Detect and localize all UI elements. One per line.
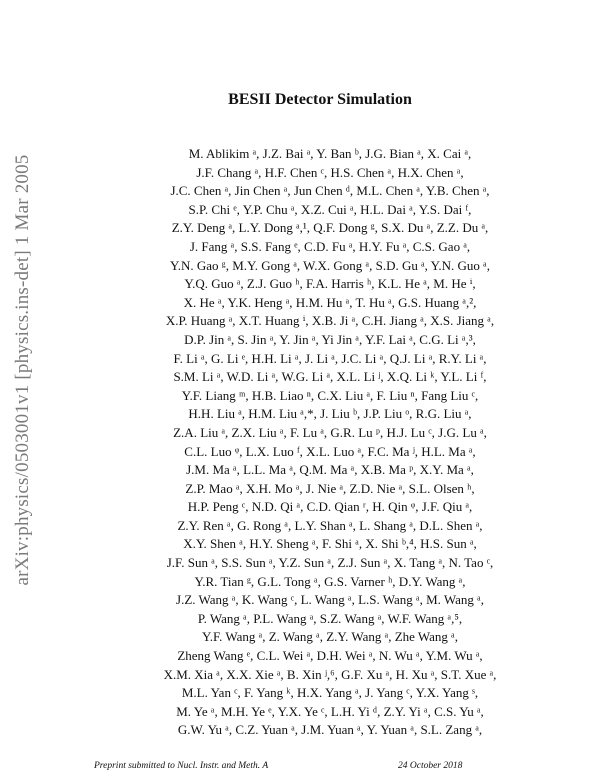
- author-line: Z.Y. Deng ᵃ, L.Y. Dong ᵃ,¹, Q.F. Dong ᵍ, S.X. Du ᵃ, Z.Z. Du ᵃ,: [171, 220, 489, 236]
- author-line: X.Y. Shen ᵃ, H.Y. Sheng ᵃ, F. Shi ᵃ, X. Shi ᵇ,⁴, H.S. Sun ᵃ,: [183, 536, 477, 552]
- author-line: Y.Q. Guo ᵃ, Z.J. Guo ʰ, F.A. Harris ʰ, K.L. He ᵃ, M. He ⁱ,: [184, 276, 476, 292]
- author-line: Y.R. Tian ᵍ, G.L. Tong ᵃ, G.S. Varner ʰ, D.Y. Wang ᵃ,: [194, 573, 466, 589]
- author-line: J.M. Ma ᵃ, L.L. Ma ᵃ, Q.M. Ma ᵃ, X.B. Ma ᵖ, X.Y. Ma ᵃ,: [186, 462, 474, 478]
- author-line: X.P. Huang ᵃ, X.T. Huang ⁱ, X.B. Ji ᵃ, C.H. Jiang ᵃ, X.S. Jiang ᵃ,: [165, 313, 495, 329]
- author-line: G.W. Yu ᵃ, C.Z. Yuan ᵃ, J.M. Yuan ᵃ, Y. Yuan ᵃ, S.L. Zang ᵃ,: [177, 722, 483, 738]
- author-line: J.C. Chen ᵃ, Jin Chen ᵃ, Jun Chen ᵈ, M.L. Chen ᵃ, Y.B. Chen ᵃ,: [170, 183, 490, 199]
- author-line: M. Ablikim ᵃ, J.Z. Bai ᵃ, Y. Ban ᵇ, J.G. Bian ᵃ, X. Cai ᵃ,: [188, 146, 472, 161]
- author-list: [100, 145, 560, 740]
- author-line: J.F. Sun ᵃ, S.S. Sun ᵃ, Y.Z. Sun ᵃ, Z.J. Sun ᵃ, X. Tang ᵃ, N. Tao ᶜ,: [166, 555, 494, 571]
- author-line: H.H. Liu ᵃ, H.M. Liu ᵃ,*, J. Liu ᵇ, J.P. Liu ᵒ, R.G. Liu ᵃ,: [188, 406, 472, 422]
- author-line: Y.N. Gao ᵍ, M.Y. Gong ᵃ, W.X. Gong ᵃ, S.D. Gu ᵃ, Y.N. Guo ᵃ,: [170, 257, 490, 273]
- author-line: S.M. Li ᵃ, W.D. Li ᵃ, W.G. Li ᵃ, X.L. Li ʲ, X.Q. Li ᵏ, Y.L. Li ᶠ,: [173, 369, 487, 385]
- author-line: P. Wang ᵃ, P.L. Wang ᵃ, S.Z. Wang ᵃ, W.F. Wang ᵃ,⁵,: [197, 610, 463, 626]
- author-line: Y.F. Liang ᵐ, H.B. Liao ⁿ, C.X. Liu ᵃ, F. Liu ⁿ, Fang Liu ᶜ,: [181, 387, 479, 403]
- arxiv-side-stamp: [8, 145, 38, 595]
- arxiv-identifier: arXiv:physics/0503001v1 [physics.ins-det] 1 Mar 2005: [12, 154, 33, 586]
- author-line: J.Z. Wang ᵃ, K. Wang ᶜ, L. Wang ᵃ, L.S. Wang ᵃ, M. Wang ᵃ,: [176, 592, 484, 608]
- author-line: Z.Y. Ren ᵃ, G. Rong ᵃ, L.Y. Shan ᵃ, L. Shang ᵃ, D.L. Shen ᵃ,: [177, 517, 483, 533]
- author-line: J. Fang ᵃ, S.S. Fang ᵉ, C.D. Fu ᵃ, H.Y. Fu ᵃ, C.S. Gao ᵃ,: [189, 238, 471, 254]
- author-line: C.L. Luo ᵠ, L.X. Luo ᶠ, X.L. Luo ᵃ, F.C. Ma ʲ, H.L. Ma ᵃ,: [184, 443, 476, 459]
- author-line: H.P. Peng ᶜ, N.D. Qi ᵃ, C.D. Qian ʳ, H. Qin ᵠ, J.F. Qiu ᵃ,: [187, 499, 473, 515]
- author-line: S.P. Chi ᵉ, Y.P. Chu ᵃ, X.Z. Cui ᵃ, H.L. Dai ᵃ, Y.S. Dai ᶠ,: [188, 201, 472, 217]
- author-line: Z.A. Liu ᵃ, Z.X. Liu ᵃ, F. Lu ᵃ, G.R. Lu ᵖ, H.J. Lu ᶜ, J.G. Lu ᵃ,: [173, 424, 487, 440]
- preprint-date: 24 October 2018: [398, 761, 463, 771]
- author-line: J.F. Chang ᵃ, H.F. Chen ᶜ, H.S. Chen ᵃ, H.X. Chen ᵃ,: [196, 164, 464, 180]
- paper-title: BESII Detector Simulation: [228, 91, 412, 108]
- author-line: X.M. Xia ᵃ, X.X. Xie ᵃ, B. Xin ʲ,⁶, G.F. Xu ᵃ, H. Xu ᵃ, S.T. Xue ᵃ,: [163, 666, 497, 682]
- author-line: Zheng Wang ᵉ, C.L. Wei ᵃ, D.H. Wei ᵃ, N. Wu ᵃ, Y.M. Wu ᵃ,: [177, 648, 483, 664]
- author-line: X. He ᵃ, Y.K. Heng ᵃ, H.M. Hu ᵃ, T. Hu ᵃ, G.S. Huang ᵃ,²,: [183, 294, 477, 310]
- preprint-note: Preprint submitted to Nucl. Instr. and Meth. A: [94, 761, 269, 771]
- author-line: D.P. Jin ᵃ, S. Jin ᵃ, Y. Jin ᵃ, Yi Jin ᵃ, Y.F. Lai ᵃ, C.G. Li ᵃ,³,: [184, 331, 476, 347]
- author-line: M.L. Yan ᶜ, F. Yang ᵏ, H.X. Yang ᵃ, J. Yang ᶜ, Y.X. Yang ˢ,: [181, 685, 479, 701]
- author-line: M. Ye ᵃ, M.H. Ye ᵉ, Y.X. Ye ᶜ, L.H. Yi ᵈ, Z.Y. Yi ᵃ, C.S. Yu ᵃ,: [176, 703, 484, 719]
- author-line: Z.P. Mao ᵃ, X.H. Mo ᵃ, J. Nie ᵃ, Z.D. Nie ᵃ, S.L. Olsen ʰ,: [185, 480, 475, 496]
- author-line: F. Li ᵃ, G. Li ᵉ, H.H. Li ᵃ, J. Li ᵃ, J.C. Li ᵃ, Q.J. Li ᵃ, R.Y. Li ᵃ,: [173, 350, 487, 366]
- author-line: Y.F. Wang ᵃ, Z. Wang ᵃ, Z.Y. Wang ᵃ, Zhe Wang ᵃ,: [202, 629, 458, 645]
